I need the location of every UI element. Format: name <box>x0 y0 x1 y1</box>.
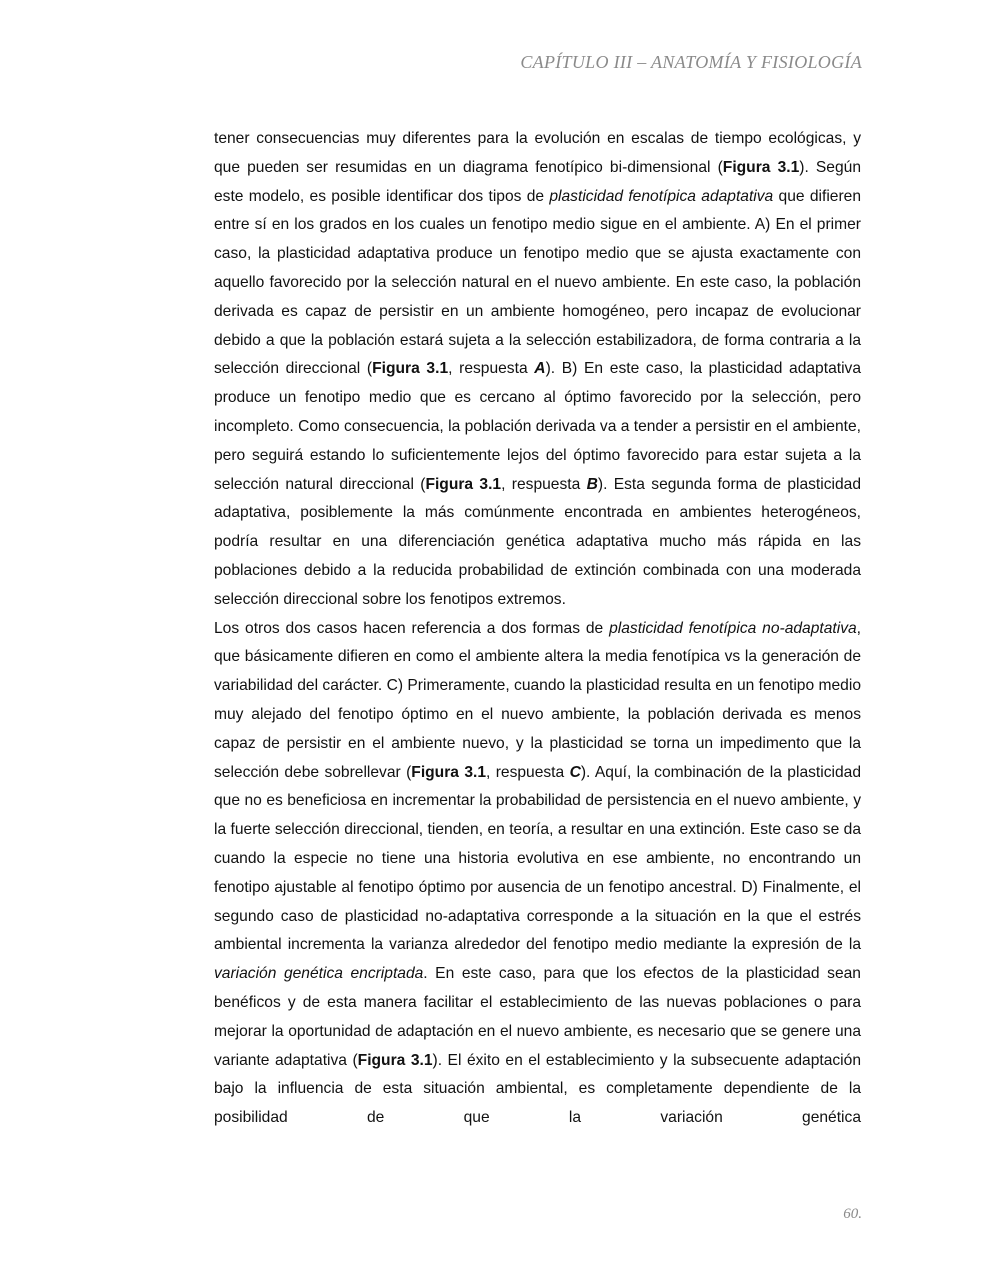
text-run: ). El éxito en el establecimiento y la subsecuente adaptación bajo la influencia de esta situación ambiental, es completamente dependiente de la posibilidad de que la variación genética <box>214 1051 861 1127</box>
main-text <box>214 125 861 1133</box>
chapter-header: CAPÍTULO III – ANATOMÍA Y FISIOLOGÍA <box>520 52 862 72</box>
text-run: tener consecuencias muy diferentes para la evolución en escalas de tiempo ecológicas, y que pueden ser resumidas en un diagrama fenotípico bi-dimensional ( <box>214 130 861 176</box>
page-number: 60. <box>843 1206 862 1222</box>
italic-term: plasticidad fenotípica no-adaptativa <box>609 619 857 637</box>
figure-reference: Figura 3.1 <box>357 1051 433 1069</box>
text-run: Los otros dos casos hacen referencia a dos formas de <box>214 619 610 637</box>
response-label: C <box>569 763 581 781</box>
text-run: , respuesta <box>501 475 587 493</box>
text-run: ). Según este modelo, es posible identificar dos tipos de <box>214 158 861 205</box>
figure-reference: Figura 3.1 <box>372 360 449 378</box>
italic-term: variación genética encriptada <box>214 965 424 983</box>
text-run: , que básicamente difieren en como el ambiente altera la media fenotípica vs la generación de variabilidad del carácter. C) Primeramente, cuando la plasticidad resulta en un fenotipo medio muy alejado del fenotipo óptimo en el nuevo ambiente, la población derivada es menos capaz de persistir en el ambiente nuevo, y la plasticidad se torna un impedimento que la selección debe sobrellevar ( <box>214 619 862 781</box>
response-label: A <box>534 360 546 378</box>
figure-reference: Figura 3.1 <box>425 475 502 493</box>
text-run: ). B) En este caso, la plasticidad adaptativa produce un fenotipo medio que es cercano al óptimo favorecido por la selección, pero incompleto. Como consecuencia, la población derivada va a tender a persistir en el ambiente, pero seguirá estando lo suficientemente lejos del óptimo favorecido para estar sujeta a la selección natural direccional ( <box>214 360 862 493</box>
text-run: ). Esta segunda forma de plasticidad adaptativa, posiblemente la más comúnmente encontrada en ambientes heterogéneos, podría resultar en una diferenciación genética adaptativa mucho más rápida en las poblaciones debido a la reducida probabilidad de extinción combinada con una moderada selección direccional sobre los fenotipos extremos. <box>214 475 862 608</box>
figure-reference: Figura 3.1 <box>411 763 486 781</box>
text-run: , respuesta <box>486 763 570 781</box>
paragraph-1 <box>214 125 861 615</box>
italic-term: plasticidad fenotípica adaptativa <box>549 187 774 205</box>
figure-reference: Figura 3.1 <box>722 158 800 176</box>
text-run: , respuesta <box>448 360 535 378</box>
text-run: ). Aquí, la combinación de la plasticidad que no es beneficiosa en incrementar la probabilidad de persistencia en el nuevo ambiente, y la fuerte selección direccional, tienden, en teoría, a resultar en una extinción. Este caso se da cuando la especie no tiene una historia evolutiva en ese ambiente, no encontrando un fenotipo ajustable al fenotipo óptimo por ausencia de un fenotipo ancestral. D) Finalmente, el segundo caso de plasticidad no-adaptativa corresponde a la situación en la que el estrés ambiental incrementa la varianza alrededor del fenotipo medio mediante la expresión de la <box>214 763 861 954</box>
text-run: que difieren entre sí en los grados en los cuales un fenotipo medio sigue en el ambiente. A) En el primer caso, la plasticidad adaptativa produce un fenotipo medio que se ajusta exactamente con aquello favorecido por la selección natural en el nuevo ambiente. En este caso, la población derivada es capaz de persistir en un ambiente homogéneo, pero incapaz de evolucionar debido a que la población estará sujeta a la selección estabilizadora, de forma contraria a la selección direccional ( <box>214 187 861 378</box>
text-run: . En este caso, para que los efectos de la plasticidad sean benéficos y de esta manera facilitar el establecimiento de las nuevas poblaciones o para mejorar la oportunidad de adaptación en el nuevo ambiente, es necesario que se genere una variante adaptativa ( <box>214 965 861 1069</box>
response-label: B <box>586 475 598 493</box>
paragraph-2 <box>214 615 861 1133</box>
